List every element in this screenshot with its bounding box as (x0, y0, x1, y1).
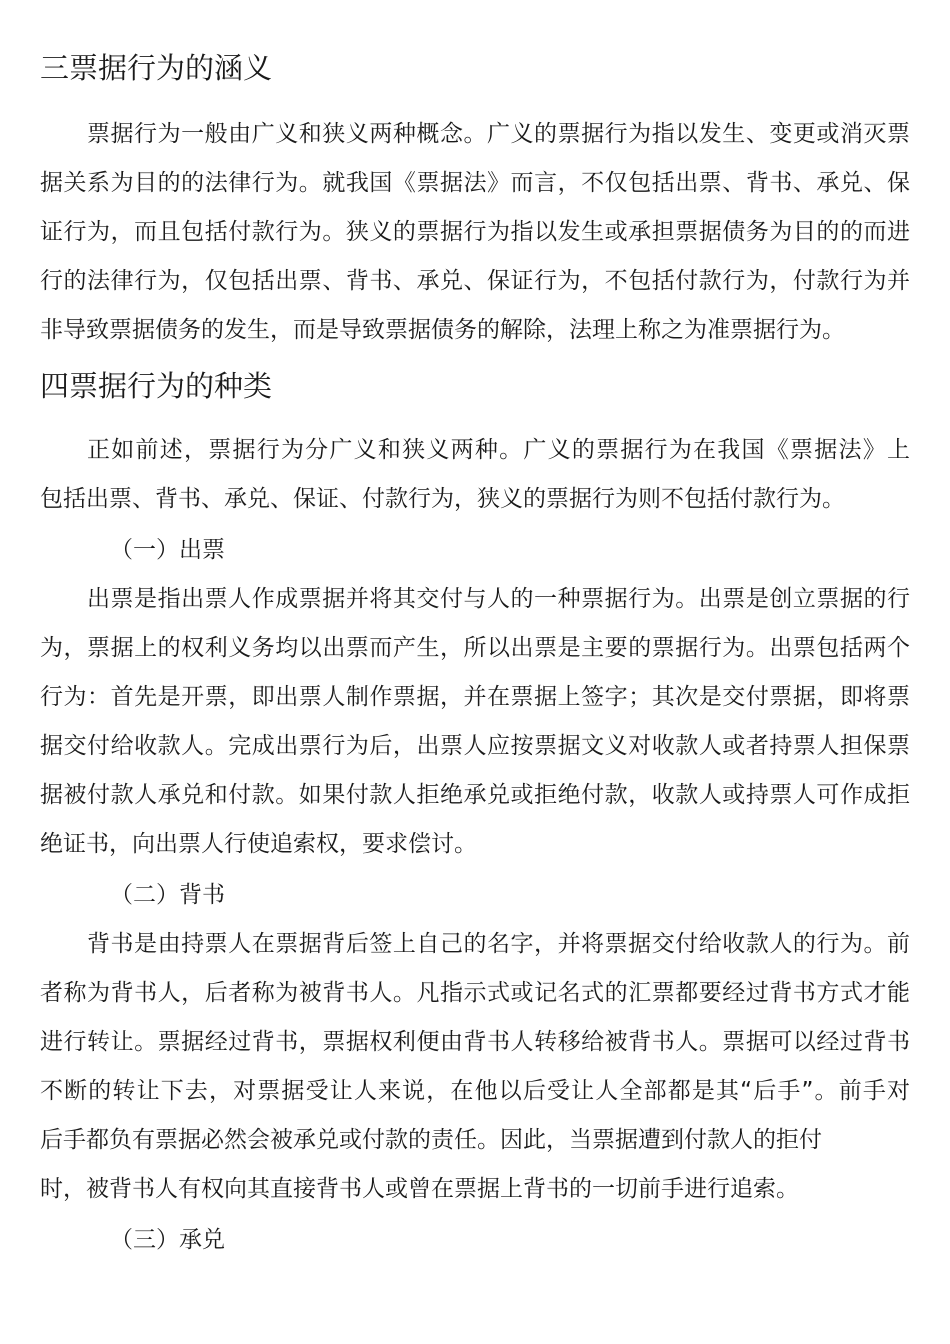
subsection-title: （二）背书 (110, 882, 225, 908)
paragraph (40, 920, 910, 1214)
text-line: 进行转让。票据经过背书，票据权利便由背书人转移给被背书人。票据可以经过背书 (40, 1029, 910, 1055)
text-line: 后手都负有票据必然会被承兑或付款的责任。因此，当票据遭到付款人的拒付 (40, 1127, 822, 1153)
text-line: 不断的转让下去，对票据受让人来说，在他以后受让人全部都是其“后手”。前手对 (40, 1078, 910, 1104)
paragraph (40, 575, 910, 869)
text-line: 时，被背书人有权向其直接背书人或曾在票据上背书的一切前手进行追索。 (40, 1176, 799, 1202)
section-heading: 四票据行为的种类 (40, 369, 273, 403)
text-line: 非导致票据债务的发生，而是导致票据债务的解除，法理上称之为准票据行为。 (40, 317, 845, 343)
paragraph (40, 110, 910, 355)
text-line: 绝证书，向出票人行使追索权，要求偿讨。 (40, 831, 477, 857)
text-line: 行为：首先是开票，即出票人制作票据，并在票据上签字；其次是交付票据，即将票 (40, 684, 910, 710)
text-line: 行的法律行为，仅包括出票、背书、承兑、保证行为，不包括付款行为，付款行为并 (40, 268, 910, 294)
text-line: 正如前述，票据行为分广义和狭义两种。广义的票据行为在我国《票据法》上 (87, 437, 910, 463)
text-line: 据被付款人承兑和付款。如果付款人拒绝承兑或拒绝付款，收款人或持票人可作成拒 (40, 782, 910, 808)
subsection-title: （一）出票 (110, 537, 225, 563)
text-line: 据关系为目的的法律行为。就我国《票据法》而言，不仅包括出票、背书、承兑、保 (40, 170, 910, 196)
subsection-title: （三）承兑 (110, 1227, 225, 1253)
text-line: 为，票据上的权利义务均以出票而产生，所以出票是主要的票据行为。出票包括两个 (40, 635, 910, 661)
text-line: 据交付给收款人。完成出票行为后，出票人应按票据文义对收款人或者持票人担保票 (40, 733, 910, 759)
text-line: 出票是指出票人作成票据并将其交付与人的一种票据行为。出票是创立票据的行 (87, 586, 910, 612)
text-line: 证行为，而且包括付款行为。狭义的票据行为指以发生或承担票据债务为目的的而进 (40, 219, 910, 245)
text-line: 背书是由持票人在票据背后签上自己的名字，并将票据交付给收款人的行为。前 (87, 931, 910, 957)
text-line: 包括出票、背书、承兑、保证、付款行为，狭义的票据行为则不包括付款行为。 (40, 486, 845, 512)
text-line: 票据行为一般由广义和狭义两种概念。广义的票据行为指以发生、变更或消灭票 (87, 121, 910, 147)
section-heading: 三票据行为的涵义 (40, 51, 273, 85)
paragraph (40, 426, 910, 524)
text-line: 者称为背书人，后者称为被背书人。凡指示式或记名式的汇票都要经过背书方式才能 (40, 980, 910, 1006)
